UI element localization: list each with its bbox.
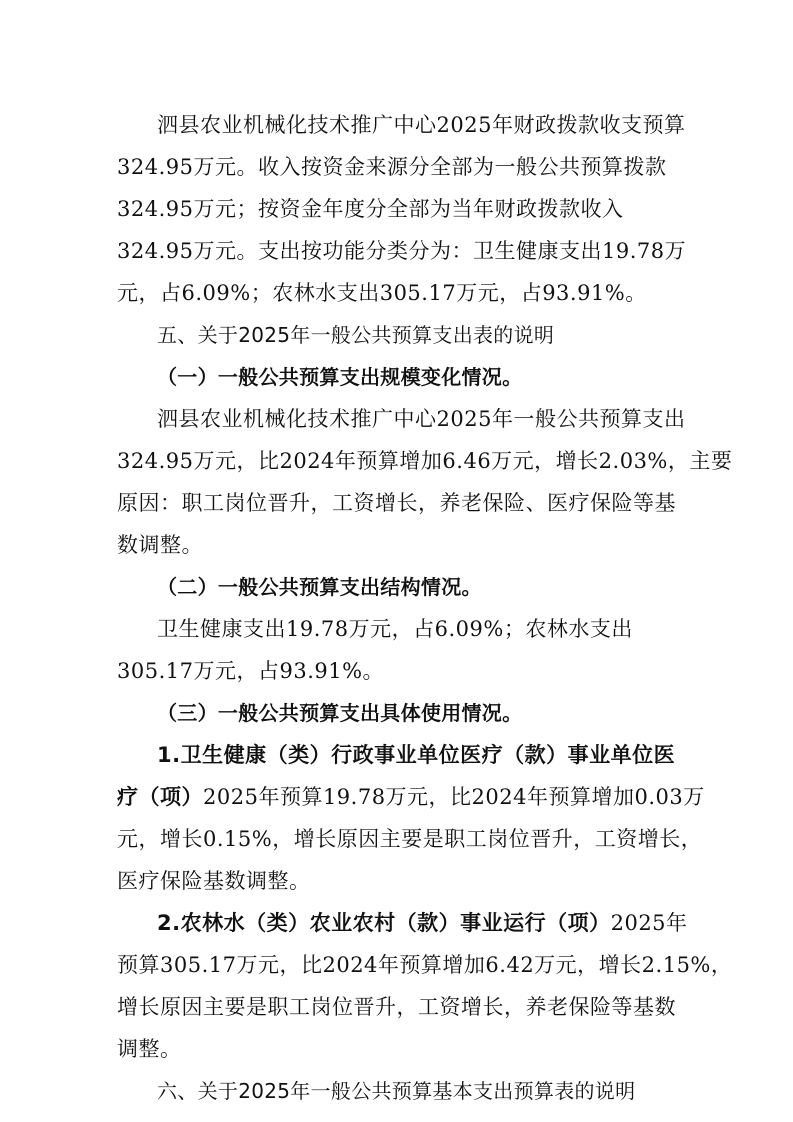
text-line [117,902,687,944]
text-line: 324.95万元。收入按资金来源分全部为一般公共预算拨款 [117,155,667,179]
text-line: 305.17万元，占93.91%。 [117,659,385,683]
item-2-title: 2.农林水（类）农业农村（款）事业运行（项） [157,911,611,935]
text-line: 数调整。 [117,533,203,557]
paragraph-structure [117,608,687,692]
section-6-heading: 六、关于2025年一般公共预算基本支出预算表的说明 [157,1079,636,1103]
item-1-title-line: 1.卫生健康（类）行政事业单位医疗（款）事业单位医 [157,743,676,767]
text-line [117,776,705,818]
text-line: 卫生健康支出19.78万元，占6.09%；农林水支出 [157,617,633,641]
paragraph-scale-change [117,398,733,566]
text-line: 324.95万元；按资金年度分全部为当年财政拨款收入 [117,197,624,221]
item-1-health [117,734,705,902]
subsection-1-heading: （一）一般公共预算支出规模变化情况。 [157,365,523,389]
text-line: 医疗保险基数调整。 [117,869,311,893]
subsection-3-heading: （三）一般公共预算支出具体使用情况。 [157,701,523,725]
text-line: 泗县农业机械化技术推广中心2025年一般公共预算支出 [157,407,686,431]
subsection-2-heading: （二）一般公共预算支出结构情况。 [157,575,482,599]
text-line: 元，占6.09%；农林水支出305.17万元，占93.91%。 [117,281,647,305]
item-1-text: 2025年预算19.78万元，比2024年预算增加0.03万 [203,785,705,809]
item-2-text: 2025年 [610,911,688,935]
text-line: 调整。 [117,1037,182,1061]
text-line: 原因：职工岗位晋升，工资增长，养老保险、医疗保险等基 [117,491,676,515]
section-5-heading: 五、关于2025年一般公共预算支出表的说明 [157,323,555,347]
document-page [117,104,733,1112]
text-line: 泗县农业机械化技术推广中心2025年财政拨款收支预算 [157,113,686,137]
text-line: 324.95万元。支出按功能分类分为：卫生健康支出19.78万 [117,239,687,263]
item-1-title-end: 疗（项） [117,785,203,809]
paragraph-budget-summary [117,104,687,314]
text-line: 324.95万元，比2024年预算增加6.46万元，增长2.03%，主要 [117,449,733,473]
item-2-agriculture [117,902,733,1070]
text-line: 增长原因主要是职工岗位晋升，工资增长，养老保险等基数 [117,995,676,1019]
text-line: 预算305.17万元，比2024年预算增加6.42万元，增长2.15%， [117,953,733,977]
text-line: 元，增长0.15%，增长原因主要是职工岗位晋升，工资增长， [117,827,703,851]
